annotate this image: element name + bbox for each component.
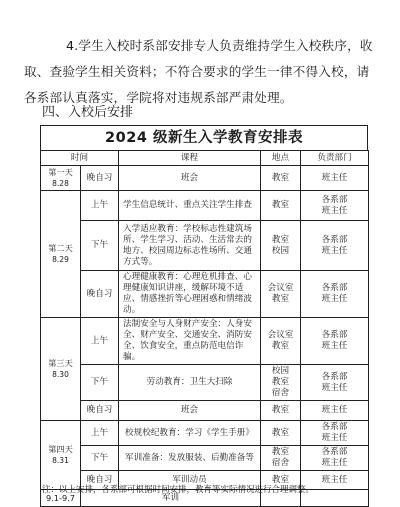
header-course: 课程 — [119, 151, 261, 166]
dept-cell: 班主任 — [301, 471, 369, 490]
cell-line: 班主任 — [321, 205, 348, 216]
dept-cell — [301, 191, 369, 221]
table-row — [41, 365, 369, 401]
session-cell: 下午 — [81, 221, 119, 271]
session-cell: 晚自习 — [81, 271, 119, 318]
table-row — [41, 421, 369, 446]
day-date: 8.28 — [52, 179, 69, 188]
cell-line: 班主任 — [321, 341, 348, 351]
cell-line: 会议室 — [267, 283, 294, 293]
place-cell: 教室 — [261, 421, 301, 446]
day-name: 第四天 — [48, 444, 73, 454]
cell-line: 各系部 — [321, 447, 348, 457]
cell-line: 各系部 — [321, 371, 348, 382]
day-cell — [41, 166, 81, 191]
cell-line: 教室 — [271, 234, 290, 245]
course-cell: 学生信息统计、重点关注学生排查 — [119, 191, 261, 221]
dept-cell — [301, 421, 369, 446]
day-name: 第一天 — [48, 167, 73, 177]
course-cell: 班会 — [119, 166, 261, 191]
session-cell: 晚自习 — [81, 166, 119, 191]
day-date: 8.31 — [52, 456, 69, 465]
course-cell: 心理健康教育：心理危机排查、心理健康知识讲座，缓解环境不适应、情感挫折等心理困惑和情绪波动。 — [119, 271, 261, 318]
cell-line: 各系部 — [321, 422, 348, 432]
day-name: 第二天 — [48, 243, 73, 253]
day-cell — [41, 318, 81, 421]
footnote: 注：以上安排，各系部可根据时间安排，教育等实际情况进行合理调整。 — [42, 485, 315, 495]
place-cell: 教室 — [261, 471, 301, 490]
cell-line: 各系部 — [321, 194, 348, 205]
session-cell: 上午 — [81, 191, 119, 221]
cell-line: 会议室 — [267, 330, 294, 340]
cell-line: 教室 — [271, 341, 290, 351]
dept-cell: 班主任 — [301, 401, 369, 421]
session-cell: 下午 — [81, 446, 119, 471]
cell-line: 班主任 — [321, 382, 348, 393]
table-row — [41, 446, 369, 471]
header-time: 时间 — [41, 151, 119, 166]
dept-cell — [301, 365, 369, 401]
course-cell: 校规校纪教育：学习《学生手册》 — [119, 421, 261, 446]
day-date: 8.29 — [52, 255, 69, 264]
date-range-cell: 9.1-9.7 — [41, 490, 81, 507]
cell-line: 各系部 — [321, 234, 348, 245]
table-row — [41, 191, 369, 221]
cell-line: 各系部 — [321, 330, 348, 340]
day-cell — [41, 191, 81, 318]
place-cell — [261, 221, 301, 271]
header-dept: 负责部门 — [301, 151, 369, 166]
section-heading: 四、入校后安排 — [42, 105, 134, 120]
cell-line: 教室 — [271, 377, 290, 387]
day-name: 第三天 — [48, 358, 73, 368]
cell-line: 各系部 — [321, 283, 348, 293]
session-cell: 下午 — [81, 365, 119, 401]
place-cell: 教室 — [261, 191, 301, 221]
place-cell — [261, 271, 301, 318]
dept-cell — [301, 221, 369, 271]
place-cell: 教室 — [261, 401, 301, 421]
course-cell: 班会 — [119, 401, 261, 421]
place-cell: 教室 — [261, 166, 301, 191]
course-cell: 军训动员 — [119, 471, 261, 490]
session-cell: 上午 — [81, 318, 119, 365]
header-place: 地点 — [261, 151, 301, 166]
day-cell — [41, 421, 81, 490]
dept-cell — [301, 318, 369, 365]
table-row — [41, 271, 369, 318]
table-title: 2024 级新生入学教育安排表 — [40, 125, 368, 150]
course-cell: 劳动教育：卫生大扫除 — [119, 365, 261, 401]
cell-line: 校园 — [271, 366, 290, 376]
table-header-row — [41, 151, 369, 166]
table-row — [41, 166, 369, 191]
cell-line: 班主任 — [321, 245, 348, 256]
day-date: 8.30 — [52, 370, 69, 379]
cell-line: 教室 — [271, 447, 290, 457]
cell-line: 班主任 — [321, 294, 348, 304]
place-cell — [261, 446, 301, 471]
paragraph-enrollment-order: 4.学生入校时系部安排专人负责维持学生入校秩序，收取、查验学生相关资料；不符合要求的学生一律不得入校，请各系部认真落实，学院将对违规系部严肃处理。 — [24, 38, 373, 105]
place-cell — [261, 318, 301, 365]
table-row — [41, 318, 369, 365]
table-row — [41, 401, 369, 421]
course-cell: 军训 — [81, 490, 261, 507]
session-cell: 晚自习 — [81, 471, 119, 490]
session-cell: 晚自习 — [81, 401, 119, 421]
dept-cell — [301, 271, 369, 318]
dept-cell — [301, 446, 369, 471]
course-cell: 入学适应教育：学校标志性建筑场所、学生学习、活动、生活常去的地方、校园周边标志性场所、交通方式等。 — [119, 221, 261, 271]
dept-cell: 班主任 — [301, 166, 369, 191]
cell-line: 宿舍 — [271, 388, 290, 398]
schedule-table — [40, 125, 368, 507]
cell-line: 教室 — [271, 294, 290, 304]
session-cell: 上午 — [81, 421, 119, 446]
course-cell: 军训准备：发放服装、后勤准备等 — [119, 446, 261, 471]
cell-line: 宿舍 — [271, 458, 290, 468]
cell-line: 校园 — [271, 245, 290, 256]
table-row — [41, 221, 369, 271]
cell-line: 班主任 — [321, 433, 348, 443]
cell-line: 班主任 — [321, 458, 348, 468]
place-cell — [261, 365, 301, 401]
course-cell: 法制安全与人身财产安全：人身安全、财产安全、交通安全、消防安全、饮食安全，重点防范电信诈骗。 — [119, 318, 261, 365]
